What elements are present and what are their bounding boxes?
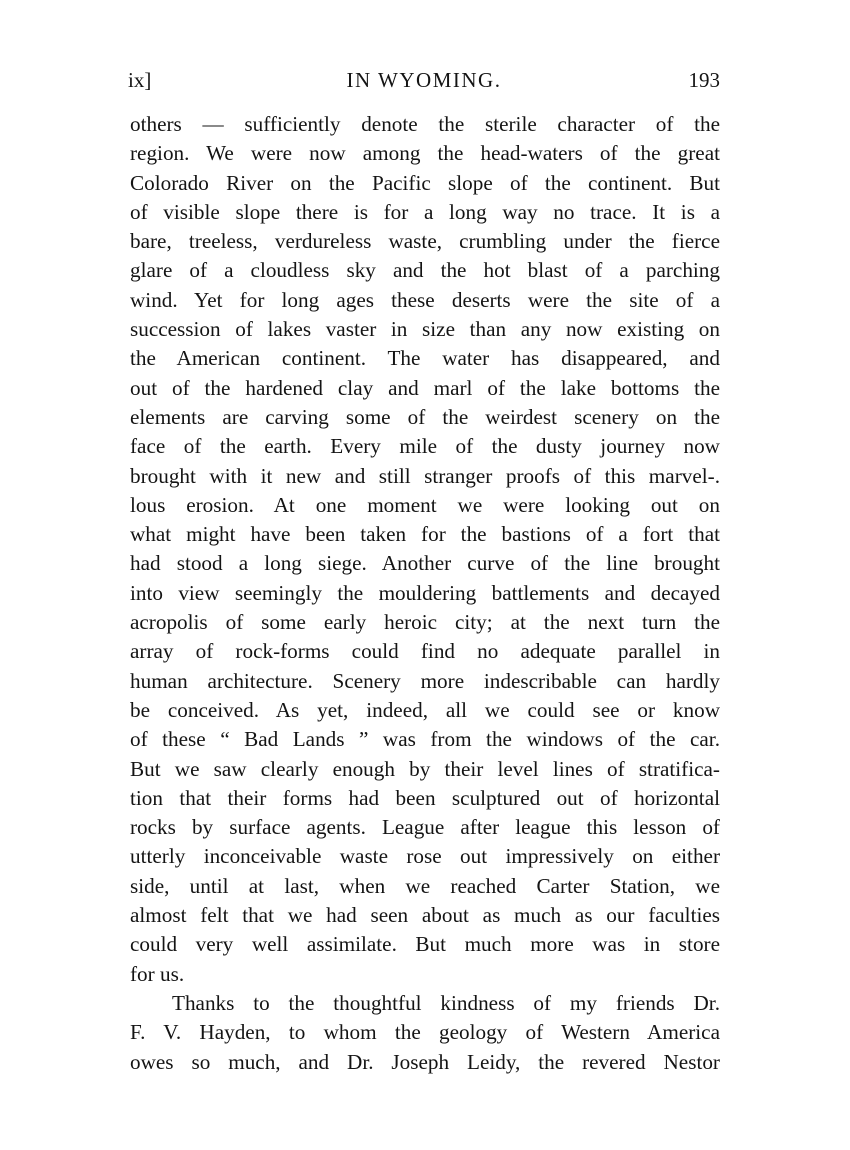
body-text — [130, 110, 720, 1077]
text-line: face of the earth. Every mile of the dusty journey now — [130, 434, 720, 459]
paragraph — [130, 989, 720, 1077]
text-line: Colorado River on the Pacific slope of the continent. But — [130, 170, 720, 195]
running-head — [128, 64, 720, 96]
paragraph — [130, 110, 720, 989]
text-line: glare of a cloudless sky and the hot blast of a parching — [130, 258, 720, 283]
text-line: what might have been taken for the bastions of a fort that — [130, 522, 720, 547]
text-line: almost felt that we had seen about as much as our faculties — [130, 903, 720, 928]
text-line: bare, treeless, verdureless waste, crumbling under the fierce — [130, 229, 720, 254]
text-line: F. V. Hayden, to whom the geology of Western America — [130, 1020, 720, 1045]
text-line: side, until at last, when we reached Carter Station, we — [130, 873, 720, 898]
text-line: out of the hardened clay and marl of the lake bottoms the — [130, 375, 720, 400]
text-line: acropolis of some early heroic city; at the next turn the — [130, 610, 720, 635]
text-line: wind. Yet for long ages these deserts were the site of a — [130, 287, 720, 312]
text-line: brought with it new and still stranger proofs of this marvel-. — [130, 463, 720, 488]
text-line: utterly inconceivable waste rose out impressively on either — [130, 844, 720, 869]
text-line: region. We were now among the head-waters of the great — [130, 141, 720, 166]
text-line: owes so much, and Dr. Joseph Leidy, the revered Nestor — [130, 1049, 720, 1074]
page-number: 193 — [688, 68, 720, 92]
text-line: the American continent. The water has disappeared, and — [130, 346, 720, 371]
text-line: for us. — [130, 961, 185, 986]
running-title: IN WYOMING. — [346, 68, 502, 92]
text-line: of visible slope there is for a long way no trace. It is a — [130, 199, 720, 224]
text-line: had stood a long siege. Another curve of the line brought — [130, 551, 720, 576]
text-line: of these “ Bad Lands ” was from the windows of the car. — [130, 727, 720, 752]
text-line: rocks by surface agents. League after league this lesson of — [130, 815, 720, 840]
text-line: succession of lakes vaster in size than any now existing on — [130, 317, 720, 342]
text-line: But we saw clearly enough by their level lines of stratifica- — [130, 756, 720, 781]
text-line: others — sufficiently denote the sterile character of the — [130, 112, 720, 136]
chapter-marker: ix] — [128, 68, 152, 92]
text-line: be conceived. As yet, indeed, all we could see or know — [130, 697, 720, 722]
text-line: elements are carving some of the weirdest scenery on the — [130, 404, 720, 429]
text-line: into view seemingly the mouldering battlements and decayed — [130, 580, 720, 605]
text-line: array of rock-forms could find no adequate parallel in — [130, 639, 720, 664]
text-line: Thanks to the thoughtful kindness of my friends Dr. — [172, 990, 720, 1015]
text-line: tion that their forms had been sculptured out of horizontal — [130, 785, 720, 810]
text-line: lous erosion. At one moment we were looking out on — [130, 492, 720, 517]
text-line: could very well assimilate. But much more was in store — [130, 932, 720, 957]
text-line: human architecture. Scenery more indescribable can hardly — [130, 668, 720, 693]
